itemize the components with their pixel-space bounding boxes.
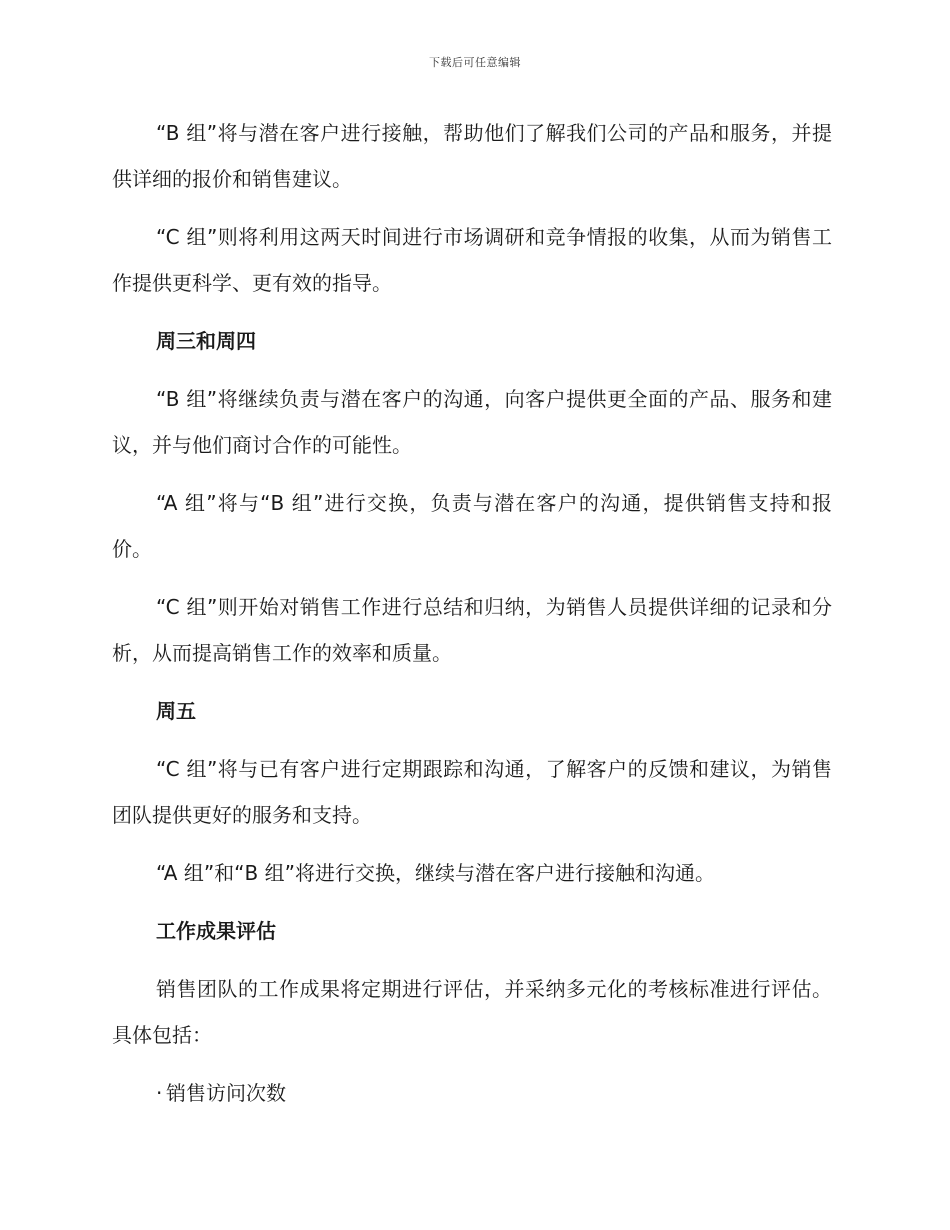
section-heading-evaluation: 工作成果评估 [156, 919, 276, 943]
paragraph-a-group-swap: “A 组”将与“B 组”进行交换，负责与潜在客户的沟通，提供销售支持和报价。 [112, 491, 832, 561]
paragraph-b-group-contact: “B 组”将与潜在客户进行接触，帮助他们了解我们公司的产品和服务，并提供详细的报价和销售建议。 [112, 121, 832, 191]
paragraph-c-group-research: “C 组”则将利用这两天时间进行市场调研和竞争情报的收集，从而为销售工作提供更科学、更有效的指导。 [112, 225, 832, 295]
paragraph-c-group-followup: “C 组”将与已有客户进行定期跟踪和沟通，了解客户的反馈和建议，为销售团队提供更好的服务和支持。 [112, 757, 832, 827]
section-heading-wed-thu: 周三和周四 [156, 329, 256, 353]
section-heading-friday: 周五 [156, 699, 196, 723]
bullet-marker: · [156, 1081, 163, 1105]
page-header-note: 下载后可任意编辑 [429, 56, 521, 69]
list-item-text: 销售访问次数 [166, 1081, 286, 1105]
list-item [112, 1070, 832, 1116]
document-body [112, 110, 832, 1128]
paragraph-evaluation-intro: 销售团队的工作成果将定期进行评估，并采纳多元化的考核标准进行评估。具体包括： [112, 977, 832, 1047]
paragraph-b-group-continue: “B 组”将继续负责与潜在客户的沟通，向客户提供更全面的产品、服务和建议，并与他们商讨合作的可能性。 [112, 387, 832, 457]
paragraph-ab-group-swap: “A 组”和“B 组”将进行交换，继续与潜在客户进行接触和沟通。 [156, 861, 715, 885]
paragraph-c-group-summary: “C 组”则开始对销售工作进行总结和归纳，为销售人员提供详细的记录和分析，从而提高销售工作的效率和质量。 [112, 595, 832, 665]
